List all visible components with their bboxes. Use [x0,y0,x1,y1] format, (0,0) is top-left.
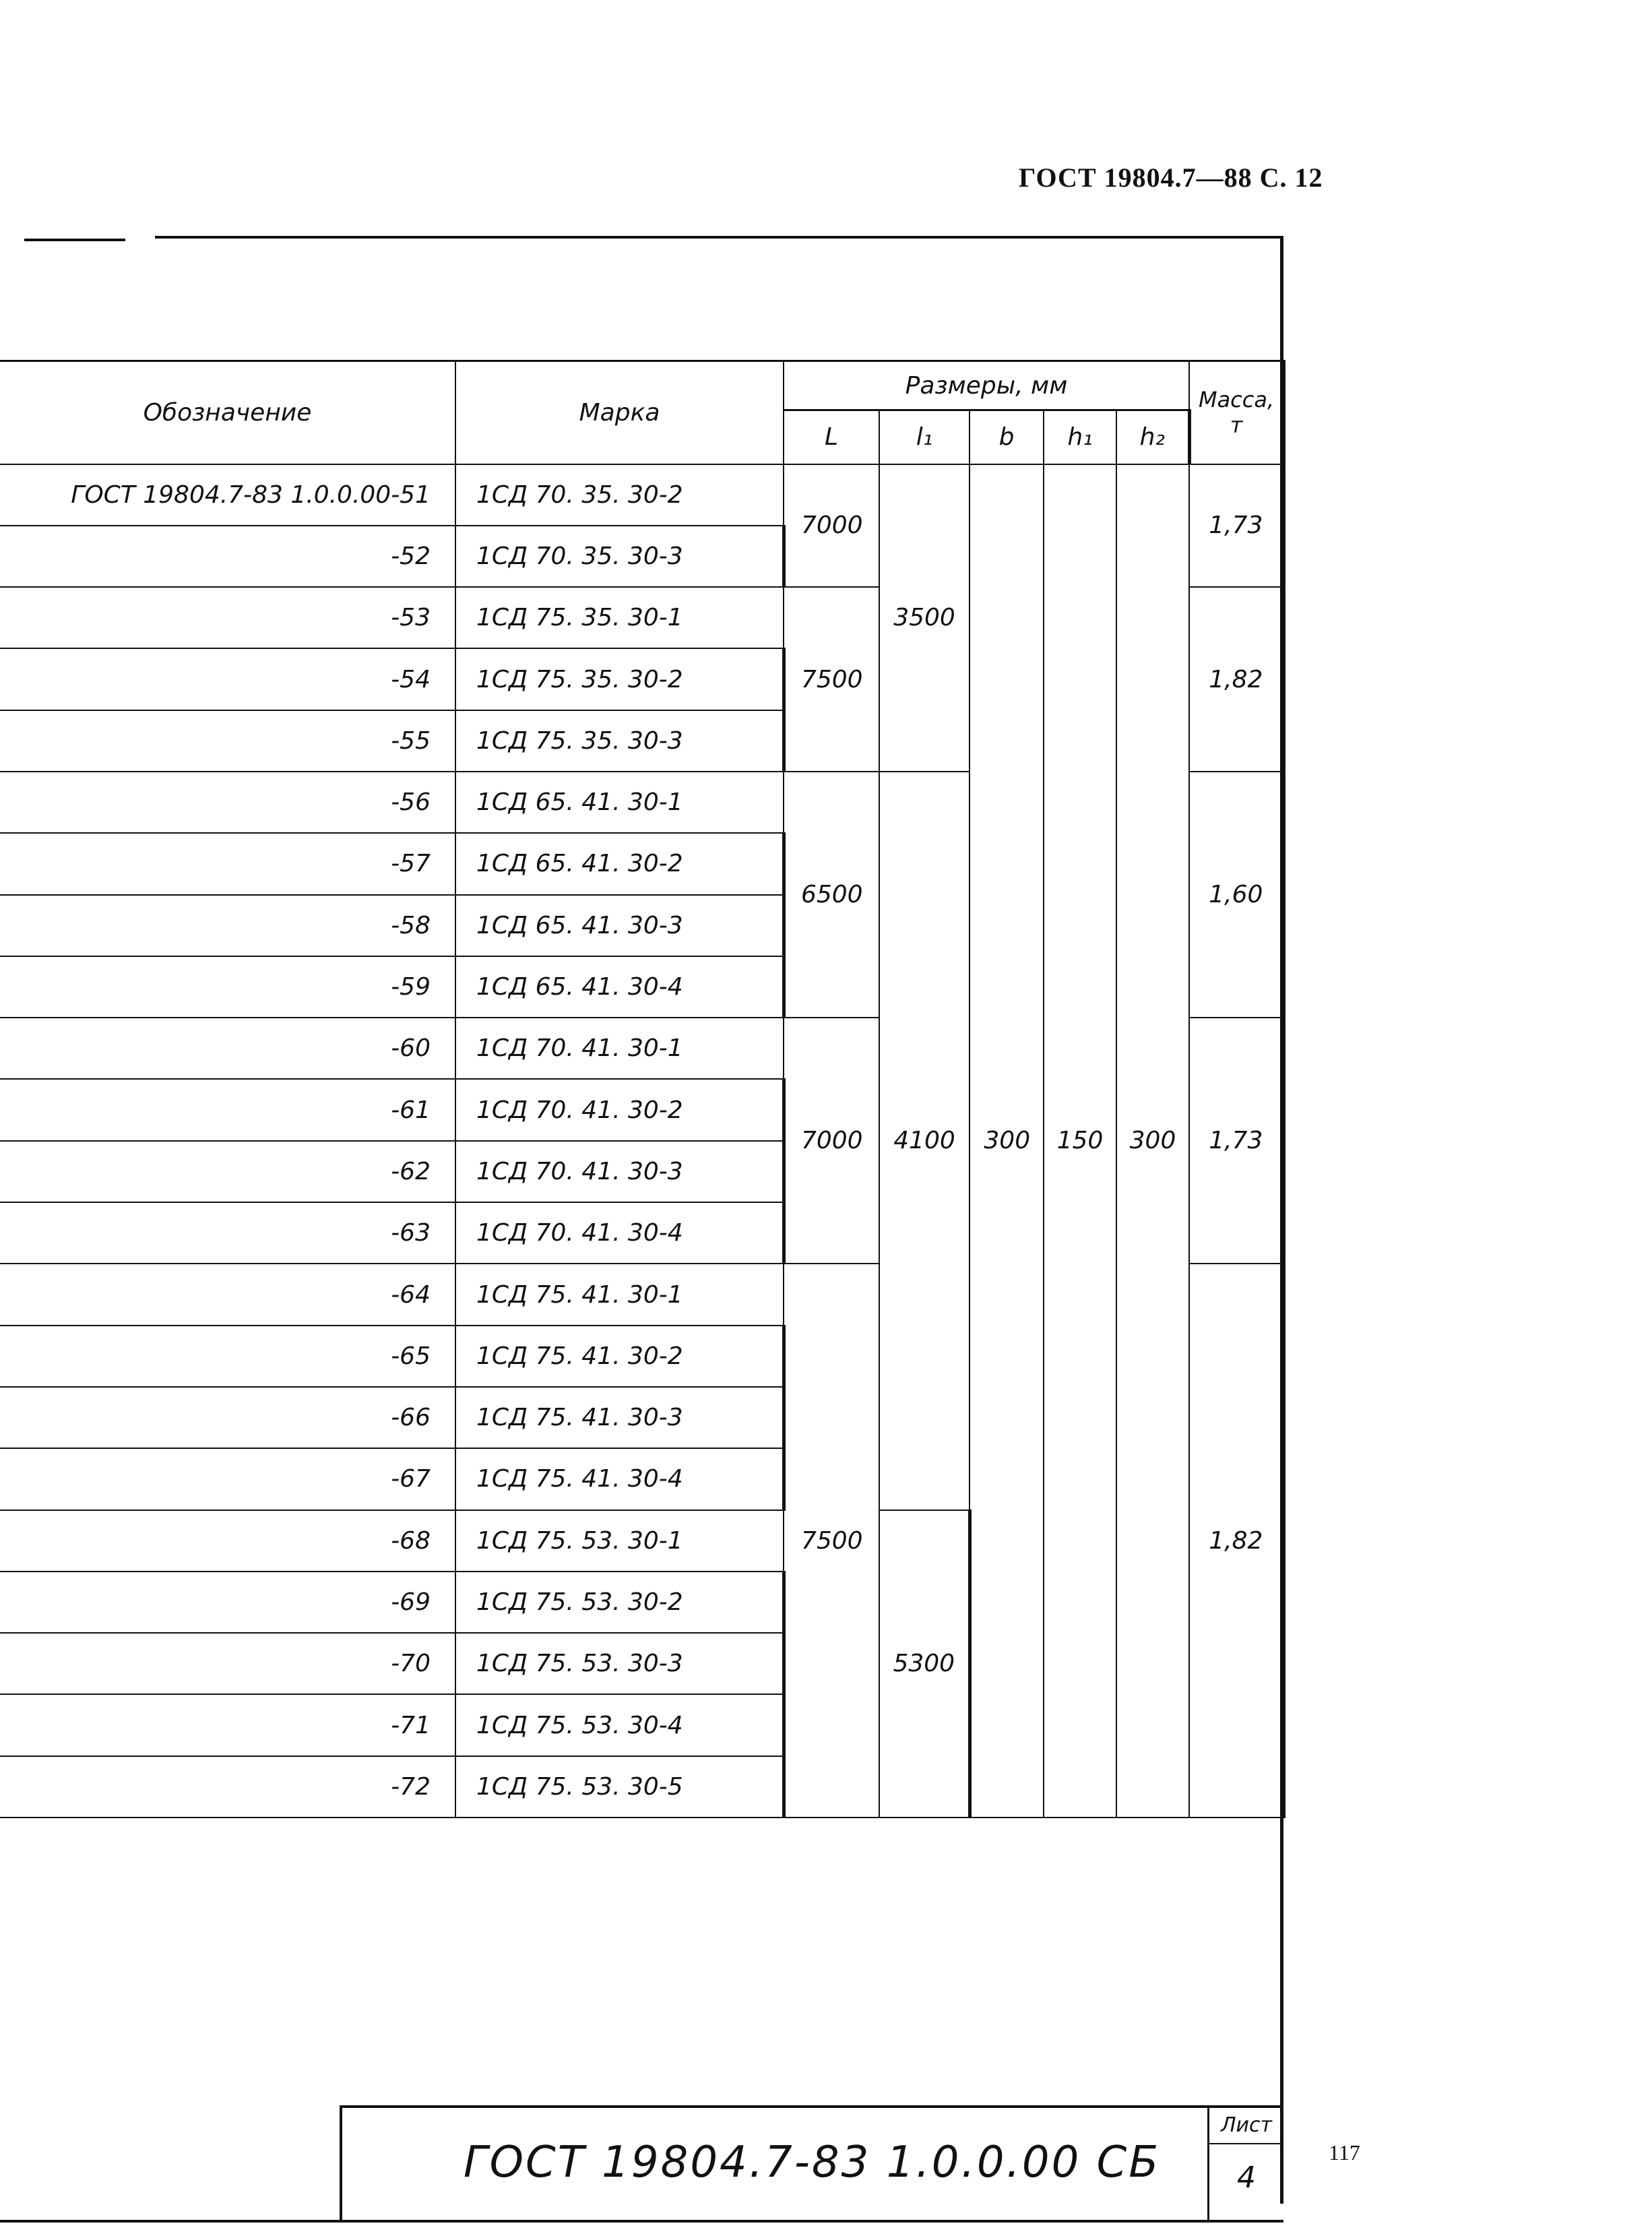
mark-cell: 1СД 75. 41. 30-3 [455,1387,784,1448]
length-cell: 7500 [784,1264,879,1818]
document-header: ГОСТ 19804.7—88 С. 12 [1019,162,1323,193]
mark-cell: 1СД 65. 41. 30-1 [455,772,784,833]
designation-cell: -70 [0,1633,455,1694]
col-dimensions-header: Размеры, мм [784,361,1189,410]
col-b-header: b [970,410,1044,464]
designation-cell: -66 [0,1387,455,1448]
designation-cell: -58 [0,895,455,956]
designation-cell: -54 [0,648,455,710]
drawing-code: ГОСТ 19804.7-83 1.0.0.00 СБ [464,2138,1161,2187]
mark-cell: 1СД 70. 35. 30-2 [455,464,784,526]
mark-cell: 1СД 75. 35. 30-2 [455,648,784,710]
mass-cell: 1,82 [1189,587,1283,772]
designation-cell: -59 [0,956,455,1018]
h1-cell: 150 [1044,464,1116,1818]
col-h1-header: h₁ [1044,410,1116,464]
mark-cell: 1СД 65. 41. 30-4 [455,956,784,1018]
designation-cell: ГОСТ 19804.7-83 1.0.0.00-51 [0,464,455,526]
mass-cell: 1,73 [1189,464,1283,588]
length-cell: 6500 [784,772,879,1018]
mark-cell: 1СД 70. 35. 30-3 [455,526,784,587]
col-l1-header: l₁ [879,410,970,464]
length-cell: 7000 [784,464,879,588]
mark-cell: 1СД 70. 41. 30-1 [455,1018,784,1079]
mass-cell: 1,82 [1189,1264,1283,1818]
mark-cell: 1СД 70. 41. 30-4 [455,1202,784,1264]
mark-cell: 1СД 75. 53. 30-2 [455,1572,784,1633]
mark-cell: 1СД 75. 53. 30-3 [455,1633,784,1694]
designation-cell: -60 [0,1018,455,1079]
col-h2-header: h₂ [1116,410,1189,464]
sheet-number: 4 [1237,2161,1256,2195]
designation-cell: -68 [0,1510,455,1572]
designation-cell: -71 [0,1694,455,1756]
mark-cell: 1СД 65. 41. 30-2 [455,833,784,894]
col-mass-header: Масса, т [1189,361,1283,464]
sheet-cell [1207,2108,1283,2221]
col-designation-header: Обозначение [0,361,455,464]
page-number: 117 [1329,2140,1360,2165]
specification-table [0,360,1285,1818]
designation-cell: -55 [0,710,455,772]
mark-cell: 1СД 75. 53. 30-4 [455,1694,784,1756]
mark-cell: 1СД 75. 41. 30-1 [455,1264,784,1325]
designation-cell: -61 [0,1079,455,1140]
mark-cell: 1СД 75. 53. 30-5 [455,1756,784,1818]
designation-cell: -64 [0,1264,455,1325]
mark-cell: 1СД 75. 35. 30-1 [455,587,784,648]
mark-cell: 1СД 65. 41. 30-3 [455,895,784,956]
mark-cell: 1СД 75. 41. 30-4 [455,1448,784,1510]
b-cell: 300 [970,464,1044,1818]
designation-cell: -63 [0,1202,455,1264]
designation-cell: -52 [0,526,455,587]
designation-cell: -53 [0,587,455,648]
designation-cell: -67 [0,1448,455,1510]
bottom-frame-line [0,2220,1283,2223]
designation-cell: -56 [0,772,455,833]
designation-cell: -72 [0,1756,455,1818]
mark-cell: 1СД 75. 41. 30-2 [455,1326,784,1387]
mark-cell: 1СД 75. 53. 30-1 [455,1510,784,1572]
sheet-label: Лист [1209,2108,1283,2144]
l1-cell: 3500 [879,464,970,772]
l1-cell: 4100 [879,772,970,1510]
designation-cell: -65 [0,1326,455,1387]
mark-cell: 1СД 70. 41. 30-3 [455,1141,784,1202]
length-cell: 7500 [784,587,879,772]
designation-cell: -57 [0,833,455,894]
title-block [340,2105,1283,2221]
mass-cell: 1,60 [1189,772,1283,1018]
h2-cell: 300 [1116,464,1189,1818]
col-mark-header: Марка [455,361,784,464]
col-L-header: L [784,410,879,464]
mass-cell: 1,73 [1189,1018,1283,1264]
l1-cell: 5300 [879,1510,970,1818]
frame-lead-mark [24,239,125,241]
mark-cell: 1СД 70. 41. 30-2 [455,1079,784,1140]
mark-cell: 1СД 75. 35. 30-3 [455,710,784,772]
designation-cell: -69 [0,1572,455,1633]
length-cell: 7000 [784,1018,879,1264]
designation-cell: -62 [0,1141,455,1202]
